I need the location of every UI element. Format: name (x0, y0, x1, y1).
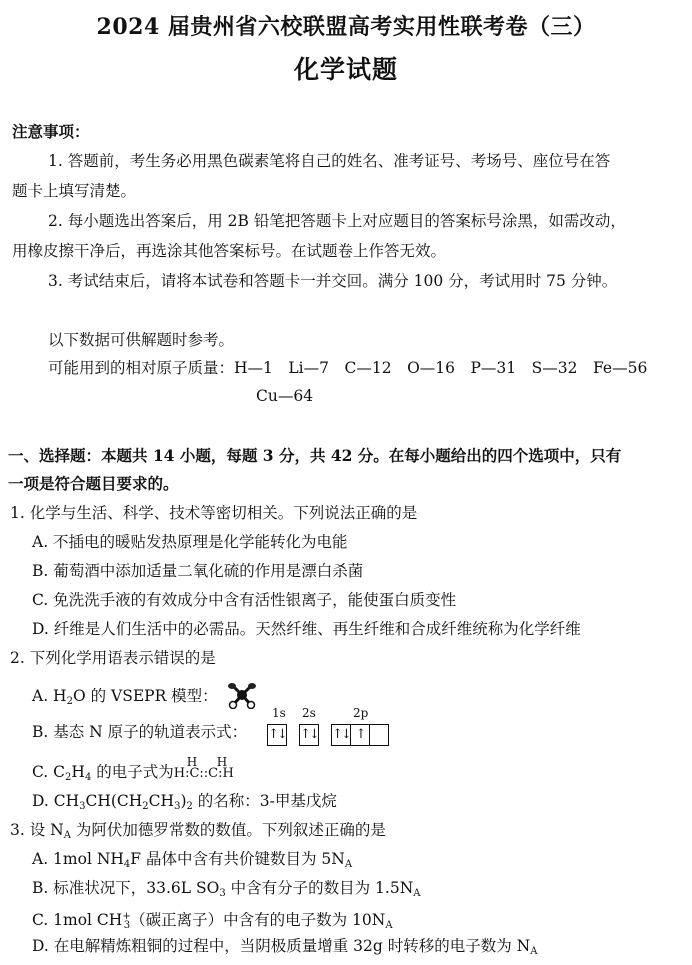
reference-intro: 以下数据可供解题时参考。 (48, 331, 235, 349)
electron-formula (173, 755, 234, 781)
orbital-label-1s: 1s (272, 706, 286, 720)
q2-a-text: A. H (32, 687, 67, 705)
q1-option-d: D. 纤维是人们生活中的必需品。天然纤维、再生纤维和合成纤维统称为化学纤维 (32, 620, 581, 638)
q3-stem (10, 820, 386, 846)
q3-b-text-2: 中含有分子的数目为 1.5N (225, 879, 414, 897)
section-heading: 一、选择题：本题共 14 小题，每题 3 分，共 42 分。在每小题给出的四个选项中，只有 (8, 446, 622, 465)
q1-option-a: A. 不插电的暖贴发热原理是化学能转化为电能 (32, 533, 348, 551)
q2-d-text: CH(CH (85, 792, 143, 810)
q3-d-text: D. 在电解精炼粗铜的过程中，当阴极质量增重 32g 时转移的电子数为 N (32, 937, 531, 955)
notice-item-3: 3. 考试结束后，请将本试卷和答题卡一并交回。满分 100 分，考试用时 75 分钟。 (48, 272, 618, 290)
q2-a-text-2: O 的 VSEPR 模型： (72, 687, 218, 705)
q2-c-text: C. C (32, 763, 66, 781)
orbital-cell: ↑↓ (268, 727, 286, 742)
q3-d-sub: A (530, 946, 538, 957)
exam-title: 2024 届贵州省六校联盟高考实用性联考卷（三） (96, 14, 596, 40)
q2-d-sub: 3 (174, 801, 181, 812)
orbital-diagram (255, 706, 405, 754)
q3-a-sub: 4 (123, 859, 131, 870)
q2-c-text-2: H (71, 763, 85, 781)
q3-b-text: B. 标准状况下，33.6L SO (32, 879, 220, 897)
q2-d-text: 的名称：3-甲基戊烷 (192, 792, 337, 810)
q3-a-sub-2: A (344, 859, 353, 870)
atomic-masses-cu: Cu—64 (256, 387, 314, 405)
q3-option-a (32, 849, 352, 875)
vsepr-model-icon (227, 681, 257, 709)
orbital-cell (370, 725, 388, 745)
q3-c-sup: + (122, 911, 131, 922)
electron-formula-main: H:C::C:H (173, 766, 234, 781)
q2-d-text: D. CH (32, 792, 80, 810)
q2-c-sub-2: 4 (84, 772, 92, 783)
notice-item-1a: 1. 答题前，考生务必用黑色碳素笔将自己的姓名、准考证号、考场号、座位号在答 (48, 152, 611, 170)
q3-option-b (32, 878, 421, 904)
q2-d-text: ) (180, 792, 187, 810)
q2-option-a (32, 681, 257, 712)
q3-option-c (32, 907, 393, 936)
q2-c-text-3: 的电子式为 (91, 763, 174, 781)
q3-b-sub: 3 (219, 888, 226, 899)
q3-c-sub-2: A (385, 920, 393, 931)
q3-a-text-2: F 晶体中含有共价键数目为 5N (130, 850, 345, 868)
q2-option-c (32, 755, 234, 788)
subject-title: 化学试题 (293, 55, 398, 84)
q3-a-text: A. 1mol NH (32, 850, 124, 868)
orbital-cell: ↑↓ (332, 725, 351, 745)
orbital-label-2p: 2p (353, 706, 369, 720)
q2-option-b: B. 基态 N 原子的轨道表示式： (32, 723, 248, 741)
section-heading-cont: 一项是符合题目要求的。 (8, 474, 179, 493)
q3-b-sub-2: A (413, 888, 421, 899)
q2-d-sub: 2 (142, 801, 149, 812)
q3-c-text: C. 1mol CH (32, 911, 123, 929)
orbital-label-2s: 2s (302, 706, 316, 720)
q1-option-b: B. 葡萄酒中添加适量二氧化硫的作用是漂白杀菌 (32, 562, 364, 580)
q2-stem: 2. 下列化学用语表示错误的是 (10, 649, 216, 667)
q3-stem-sub: A (63, 830, 71, 841)
q3-c-sub: 3 (123, 920, 131, 931)
electron-formula-h: H (186, 755, 198, 769)
q1-option-c: C. 免洗洗手液的有效成分中含有活性银离子，能使蛋白质变性 (32, 591, 457, 609)
q1-stem: 1. 化学与生活、科学、技术等密切相关。下列说法正确的是 (10, 504, 418, 522)
orbital-cell: ↑↓ (300, 727, 318, 742)
orbital-box-2s (299, 724, 319, 746)
notice-item-2b: 用橡皮擦干净后，再选涂其他答案标号。在试题卷上作答无效。 (12, 242, 447, 260)
atomic-masses: 可能用到的相对原子质量：H—1 Li—7 C—12 O—16 P—31 S—32 Fe—56 (48, 359, 648, 377)
q3-stem-text: 3. 设 N (10, 821, 64, 839)
q2-c-sub: 2 (65, 772, 72, 783)
q3-option-d (32, 936, 537, 962)
q3-c-text-2: （碳正离子）中含有的电子数为 10N (130, 911, 386, 929)
q2-d-text: CH (148, 792, 175, 810)
orbital-box-2p (331, 724, 389, 746)
orbital-box-1s (267, 724, 287, 746)
notice-item-1b: 题卡上填写清楚。 (12, 182, 137, 200)
q2-d-sub: 3 (79, 801, 86, 812)
q2-d-sub: 2 (186, 801, 193, 812)
notice-item-2a: 2. 每小题选出答案后，用 2B 铅笔把答题卡上对应题目的答案标号涂黑，如需改动， (48, 212, 626, 230)
q2-a-sub: 2 (66, 696, 73, 707)
notice-heading: 注意事项： (12, 122, 90, 141)
orbital-cell: ↑ (351, 725, 370, 745)
q3-stem-text-2: 为阿伏加德罗常数的数值。下列叙述正确的是 (70, 821, 386, 839)
electron-formula-h: H (216, 755, 228, 769)
q2-option-d (32, 791, 337, 817)
